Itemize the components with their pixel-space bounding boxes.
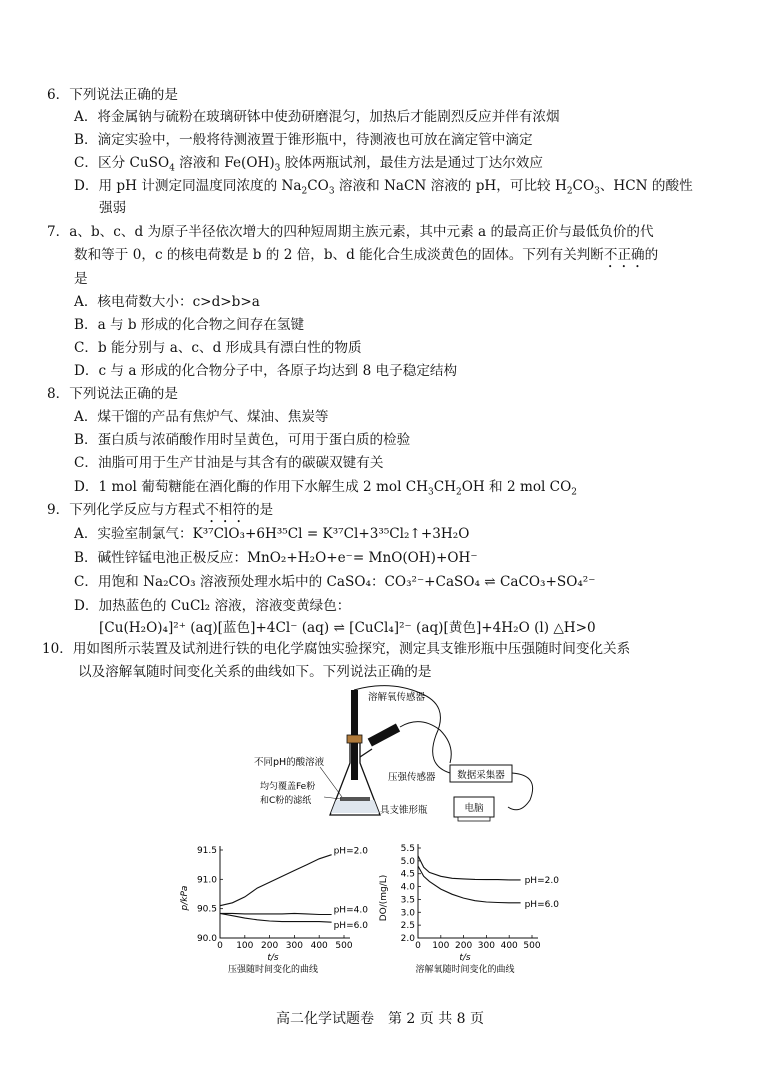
apparatus-diagram	[240, 685, 560, 825]
wire-pressure	[400, 722, 451, 763]
do-chart	[378, 838, 588, 978]
do-series-line	[418, 866, 521, 903]
pressure-ytick-label: 90.5	[196, 904, 217, 915]
q9-stem: 9．下列化学反应与方程式不相符的是	[47, 502, 274, 518]
pressure-xtick-label: 200	[261, 941, 279, 951]
q9-option-d: D．加热蓝色的 CuCl₂ 溶液，溶液变黄绿色：	[74, 598, 351, 614]
do-series-line	[418, 856, 521, 880]
pressure-series-label: pH=4.0	[333, 905, 368, 916]
acid-liquid	[331, 800, 379, 813]
do-xtick-label: 200	[455, 941, 473, 951]
do-ytick-label: 5.0	[400, 856, 415, 867]
do-series-label: pH=2.0	[524, 875, 559, 886]
filter-label-1: 均匀覆盖Fe粉	[260, 782, 316, 792]
filter-paper	[340, 797, 370, 801]
do-xlabel: t/s	[459, 953, 471, 963]
q8-option-d: D．1 mol 葡萄糖能在酒化酶的作用下水解生成 2 mol $CH_3CH_2OH$ 和 2 mol $CO_2$	[74, 479, 577, 498]
acid-label: 不同pH的酸溶液	[254, 757, 325, 768]
do-xtick-label: 0	[415, 941, 421, 951]
do-ytick-label: 4.5	[400, 869, 415, 880]
pressure-xtick-label: 500	[335, 941, 353, 951]
do-ytick-label: 5.5	[400, 844, 415, 854]
pressure-xtick-label: 400	[310, 941, 328, 951]
do-xtick-label: 300	[477, 941, 495, 951]
pressure-chart	[178, 838, 378, 978]
q10-stem-line2: 以及溶解氧随时间变化关系的曲线如下。下列说法正确的是	[78, 664, 432, 680]
q8-option-c: C．油脂可用于生产甘油是与其含有的碳碳双键有关	[74, 455, 384, 471]
pressure-ytick-label: 91.0	[196, 875, 217, 886]
q9-option-c: C．用饱和 Na₂CO₃ 溶液预处理水垢中的 CaSO₄：CO₃²⁻+CaSO₄ ⇌ CaCO₃+SO₄²⁻	[74, 574, 596, 590]
do-ytick-label: 3.0	[400, 908, 415, 919]
flask-label: 具支锥形瓶	[380, 805, 428, 816]
q7-option-b: B．a 与 b 形成的化合物之间存在氢键	[74, 317, 305, 333]
q6-stem: 6．下列说法正确的是	[47, 87, 178, 103]
pressure-series-label: pH=6.0	[333, 921, 368, 932]
pressure-ylabel: p/kPa	[180, 885, 190, 911]
q9-option-b: B．碱性锌锰电池正极反应：MnO₂+H₂O+e⁻= MnO(OH)+OH⁻	[74, 550, 478, 566]
q8-option-b: B．蛋白质与浓硝酸作用时呈黄色，可用于蛋白质的检验	[74, 432, 411, 448]
do-ytick-label: 4.0	[400, 882, 415, 893]
q7-option-c: C．b 能分别与 a、c、d 形成具有漂白性的物质	[74, 340, 362, 356]
q7-option-d: D．c 与 a 形成的化合物分子中，各原子均达到 8 电子稳定结构	[74, 363, 458, 379]
pressure-series-label: pH=2.0	[333, 846, 368, 857]
q10-stem-line1: 10．用如图所示装置及试剂进行铁的电化学腐蚀实验探究，测定具支锥形瓶中压强随时间变化关系	[42, 641, 631, 657]
pressure-sensor	[368, 724, 400, 747]
data-collector-label: 数据采集器	[457, 770, 505, 781]
do-ytick-label: 2.5	[400, 921, 415, 932]
q6-option-c: C．区分 CuSO$_4$ 溶液和 $Fe(OH)_3$ 胶体两瓶试剂，最佳方法是通过丁达尔效应	[74, 155, 543, 174]
do-xtick-label: 400	[500, 941, 518, 951]
pressure-xlabel: t/s	[267, 953, 279, 963]
do-ytick-label: 2.0	[400, 934, 415, 944]
pressure-sensor-label: 压强传感器	[388, 772, 436, 783]
q6-option-b: B．滴定实验中，一般将待测液置于锥形瓶中，待测液也可放在滴定管中滴定	[74, 132, 533, 148]
pressure-ytick-label: 90.0	[196, 934, 217, 944]
pressure-series-line	[220, 913, 332, 914]
q9-option-a: A．实验室制氯气：K³⁷ClO₃+6H³⁵Cl = K³⁷Cl+3³⁵Cl₂↑+3H₂O	[74, 526, 470, 542]
q8-stem: 8．下列说法正确的是	[47, 386, 178, 402]
q7-option-a: A．核电荷数大小：c>d>b>a	[74, 294, 260, 310]
page-footer: 高二化学试题卷 第 2 页 共 8 页	[275, 1011, 485, 1027]
do-ylabel: DO/(mg/L)	[379, 874, 389, 922]
pressure-title: 压强随时间变化的曲线	[227, 965, 319, 975]
q7-stem-line3: 是	[74, 271, 88, 287]
stopper	[347, 735, 362, 743]
pressure-xtick-label: 100	[236, 941, 254, 951]
do-series-label: pH=6.0	[524, 899, 559, 910]
pressure-axes	[220, 846, 350, 938]
q6-option-a: A．将金属钠与硫粉在玻璃研钵中使劲研磨混匀，加热后才能剧烈反应并伴有浓烟	[74, 109, 560, 125]
q6-option-d-cont: 强弱	[99, 200, 127, 216]
pressure-xtick-label: 0	[217, 941, 223, 951]
q6-option-d: D．用 pH 计测定同温度同浓度的 $Na_2CO_3$ 溶液和 NaCN 溶液的 pH，可比较 $H_2CO_3$、HCN 的酸性	[74, 178, 693, 197]
q7-stem-line1: 7．a、b、c、d 为原子半径依次增大的四种短周期主族元素，其中元素 a 的最高正价与最低负价的代	[47, 224, 654, 240]
pressure-xtick-label: 300	[285, 941, 303, 951]
q7-stem-line2: 数和等于 0，c 的核电荷数是 b 的 2 倍，b、d 能化合生成淡黄色的固体。下列有关判断不正确的	[74, 247, 659, 263]
do-axes	[418, 844, 538, 938]
pressure-ytick-label: 91.5	[196, 846, 217, 856]
filter-label-2: 和C粉的滤纸	[260, 796, 312, 806]
q9-option-d-equation: [Cu(H₂O)₄]²⁺ (aq)[蓝色]+4Cl⁻ (aq) ⇌ [CuCl₄]²⁻ (aq)[黄色]+4H₂O (l) △H>0	[99, 620, 596, 636]
do-xtick-label: 500	[523, 941, 541, 951]
do-xtick-label: 100	[432, 941, 450, 951]
computer-label: 电脑	[464, 803, 484, 814]
do-title: 溶解氧随时间变化的曲线	[415, 965, 515, 975]
do-ytick-label: 3.5	[400, 895, 415, 906]
do-sensor-label: 溶解氧传感器	[368, 692, 426, 703]
pressure-series-line	[220, 855, 332, 906]
q8-option-a: A．煤干馏的产品有焦炉气、煤油、焦炭等	[74, 409, 329, 425]
